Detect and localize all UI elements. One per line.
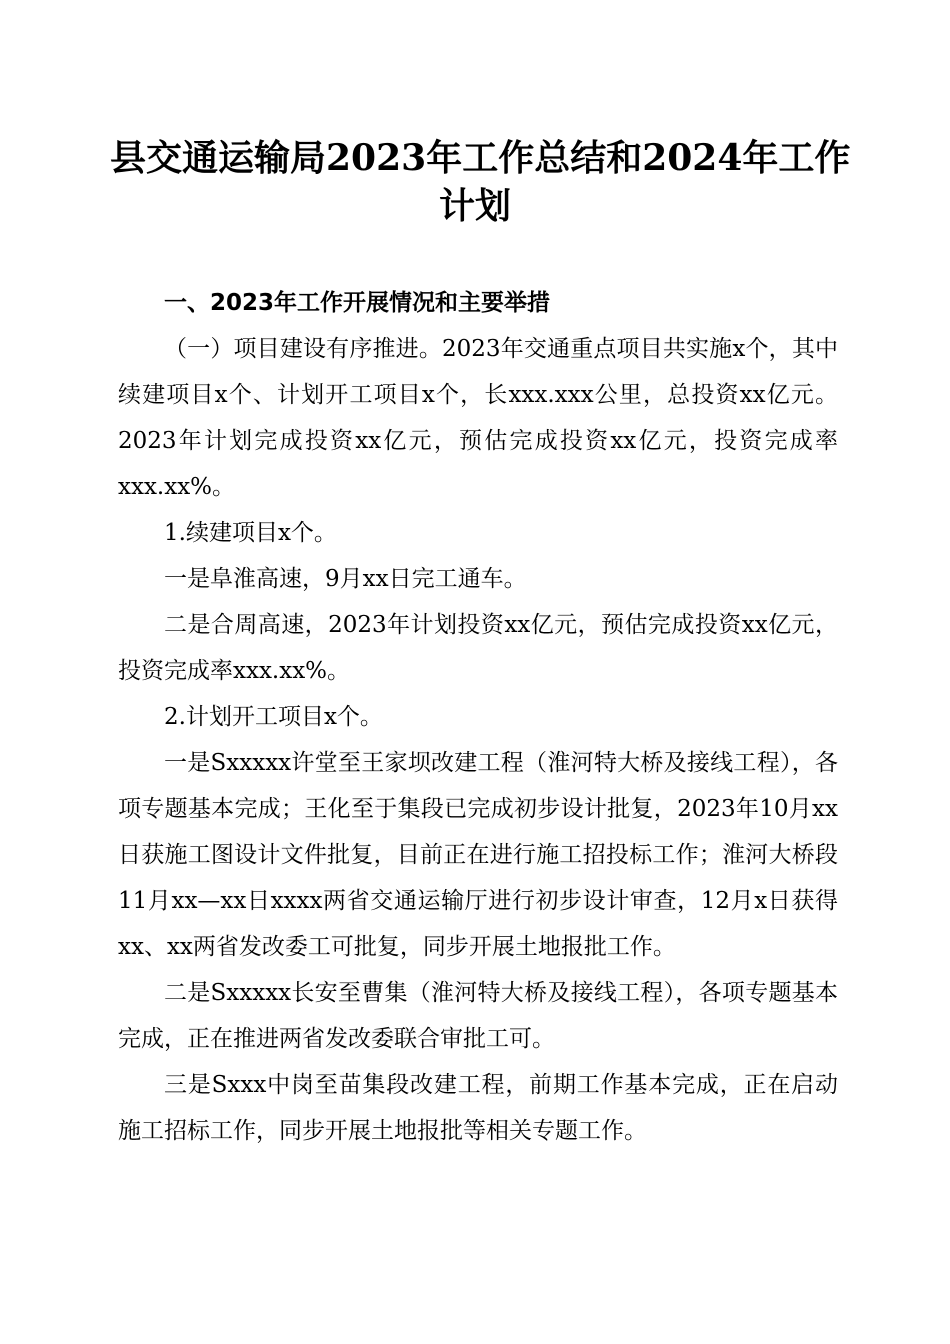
paragraph-item: 一是Sxxxxx许堂至王家坝改建工程（淮河特大桥及接线工程），各项专题基本完成；王化至于集段已完成初步设计批复，2023年10月xx日获施工图设计文件批复，目前正在进行施工招投标工作；淮河大桥段11月xx—xx日xxxx两省交通运输厅进行初步设计审查，12月x日获得xx、xx两省发改委工可批复，同步开展土地报批工作。 bbox=[118, 750, 838, 960]
document-title bbox=[110, 134, 851, 230]
document-title-line-1: 县交通运输局2023年工作总结和2024年工作 bbox=[110, 137, 851, 179]
document-title-line-2: 计划 bbox=[438, 185, 511, 227]
paragraph-item: 二是合周高速，2023年计划投资xx亿元，预估完成投资xx亿元，投资完成率xxx.xx%。 bbox=[118, 612, 838, 684]
paragraph-continuing-projects: 1.续建项目x个。 bbox=[164, 520, 337, 546]
document-body bbox=[118, 280, 838, 1154]
section-heading: 一、2023年工作开展情况和主要举措 bbox=[164, 290, 551, 316]
paragraph-project-overview: （一）项目建设有序推进。2023年交通重点项目共实施x个，其中续建项目x个、计划开工项目x个，长xxx.xxx公里，总投资xx亿元。2023年计划完成投资xx亿元，预估完成投资xx亿元，投资完成率xxx.xx%。 bbox=[118, 336, 838, 500]
paragraph-item: 三是Sxxx中岗至苗集段改建工程，前期工作基本完成，正在启动施工招标工作，同步开展土地报批等相关专题工作。 bbox=[118, 1072, 838, 1144]
paragraph-item: 一是阜淮高速，9月xx日完工通车。 bbox=[164, 566, 527, 592]
paragraph-item: 二是Sxxxxx长安至曹集（淮河特大桥及接线工程），各项专题基本完成，正在推进两省发改委联合审批工可。 bbox=[118, 980, 838, 1052]
paragraph-planned-projects: 2.计划开工项目x个。 bbox=[164, 704, 383, 730]
